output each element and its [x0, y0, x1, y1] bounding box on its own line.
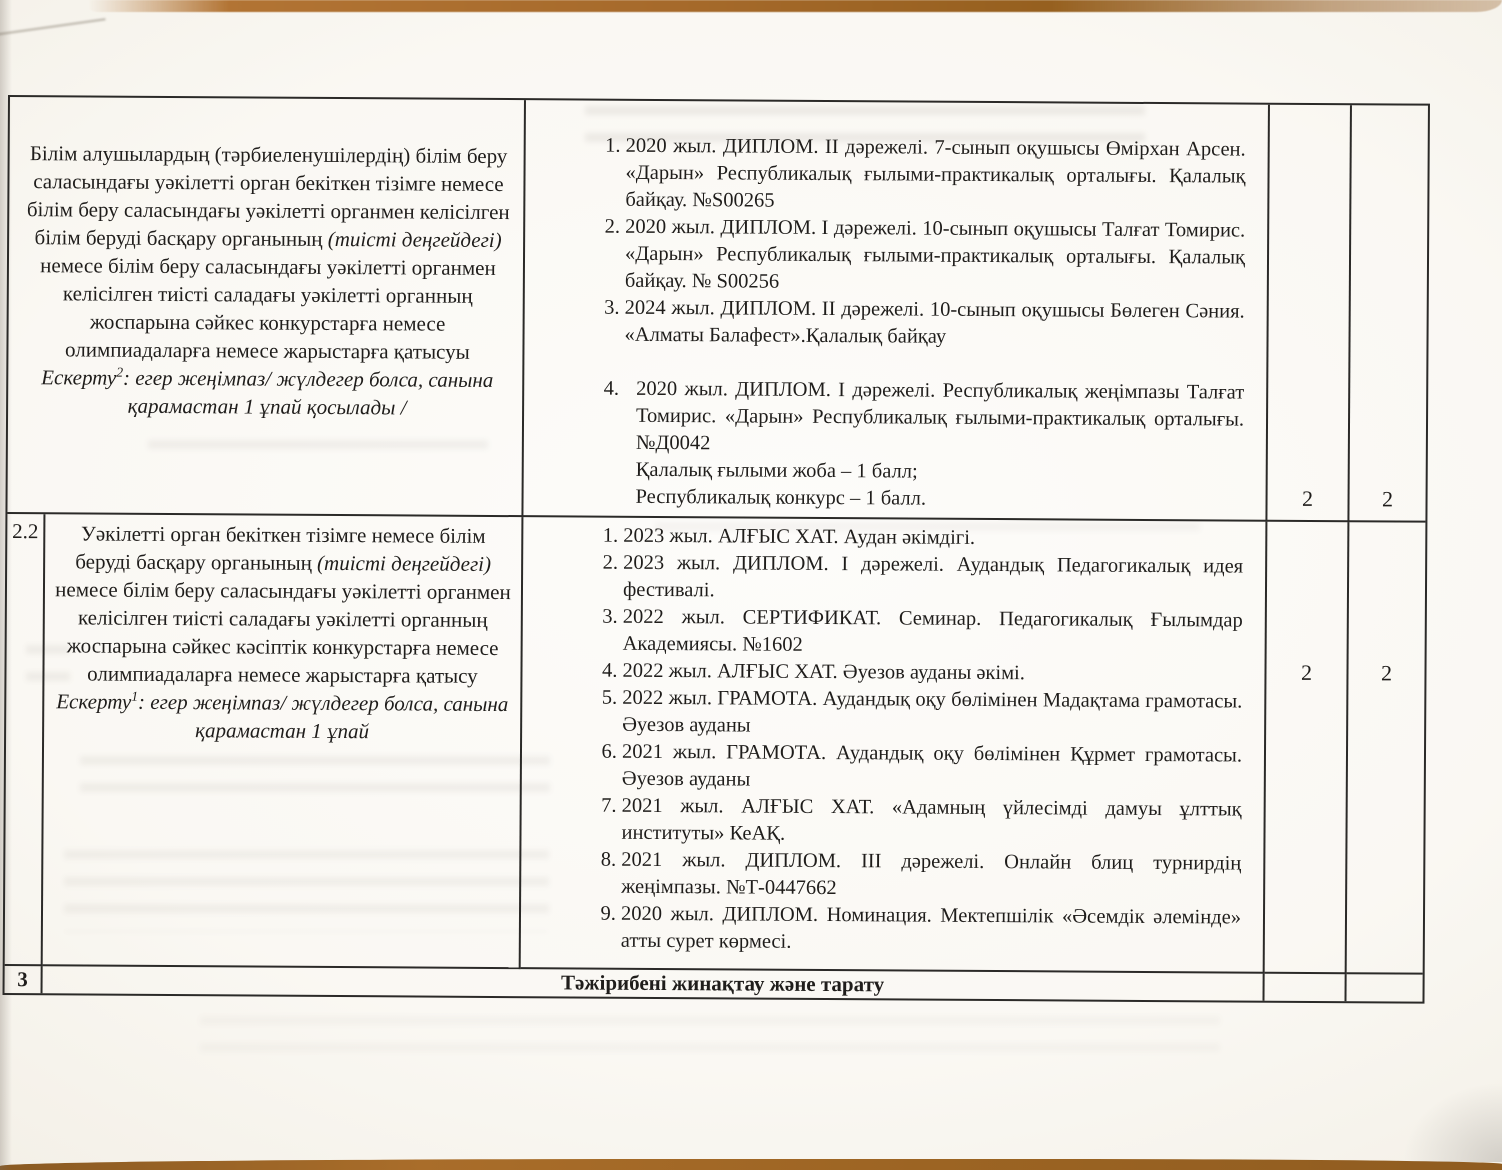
- evidence-item4-body: [635, 376, 1244, 515]
- score-cell-row1-col2: [1349, 105, 1428, 522]
- desk-edge-top: [88, 0, 1502, 12]
- evidence-item: 3. 2024 жыл. ДИПЛОМ. II дәрежелі. 10-сынып оқушысы Бөлеген Сәния. «Алматы Балафест».Қалалық байқау: [624, 295, 1244, 353]
- desk-edge-bottom: [0, 1159, 1502, 1170]
- footnote: Ескерту$^2$: егер жеңімпаз/ жүлдегер болса, санына қарамастан 1 ұпай қосылады /: [41, 364, 494, 420]
- evidence-item: 3. 2022 жыл. СЕРТИФИКАТ. Семинар. Педагогикалық Ғылымдар Академиясы. №1602: [623, 604, 1243, 662]
- evidence-cell-row1: [523, 100, 1270, 522]
- evidence-list-row2: [521, 522, 1244, 958]
- evidence-item: 4. 2022 жыл. АЛҒЫС ХАТ. Әуезов ауданы әкімі.: [622, 658, 1242, 689]
- bleed-through-artifact: [200, 1016, 1220, 1068]
- evidence-item: 5. 2022 жыл. ГРАМОТА. Аудандық оқу бөлімінен Мадақтама грамотасы. Әуезов ауданы: [622, 685, 1242, 743]
- evidence-paragraph: 4. 2020 жыл. ДИПЛОМ. I дәрежелі. Республикалық жеңімпазы Талғат Томирис. «Дарын» Республикалық ғылыми-практикалық орталығы.№Д0042: [635, 377, 1245, 455]
- score-value: 2: [1381, 486, 1394, 512]
- evidence-cell-row2: [521, 517, 1268, 974]
- criteria-text: немесе білім беру саласындағы уәкілетті органмен келісілген тиісті саладағы уәкілетті органның жоспарына сәйкес кәсіптік конкурстарға немесе олимпиадаларға немесе жарыстарға қатысу: [55, 577, 511, 688]
- evidence-item: 2. 2023 жыл. ДИПЛОМ. I дәрежелі. Аудандық Педагогикалық идея фестивалі.: [623, 550, 1243, 608]
- empty-cell: [1346, 974, 1422, 1001]
- evidence-item: 1. 2020 жыл. ДИПЛОМ. II дәрежелі. 7-сынып оқушысы Өмірхан Арсен. «Дарын» Республикалық ғылыми-практикалық орталығы. Қалалық байқау. №S00265: [625, 133, 1245, 218]
- criteria-cell-row2: [43, 514, 524, 969]
- evidence-item: 1. 2023 жыл. АЛҒЫС ХАТ. Аудан әкімдігі.: [623, 523, 1243, 554]
- evidence-item: 7. 2021 жыл. АЛҒЫС ХАТ. «Адамның үйлесімді дамуы ұлттық институты» КеАҚ.: [621, 793, 1241, 851]
- criteria-table: [3, 95, 1430, 1004]
- score-note-line: Республикалық конкурс – 1 балл.: [635, 485, 927, 510]
- row-number-cell: [5, 514, 46, 966]
- corner-shadow: [1402, 1082, 1502, 1162]
- blank-line: [624, 349, 1244, 380]
- score-note-line: Қалалық ғылыми жоба – 1 балл;: [635, 458, 918, 483]
- score-value: 2: [1300, 659, 1313, 685]
- score-value: 2: [1301, 485, 1314, 511]
- evidence-item: 2. 2020 жыл. ДИПЛОМ. I дәрежелі. 10-сынып оқушысы Талғат Томирис. «Дарын» Республикалық ғылыми-практикалық орталығы. Қалалық байқау. № S00256: [625, 214, 1245, 299]
- section-number-cell: [5, 966, 43, 993]
- score-value: 2: [1380, 660, 1393, 686]
- criteria-cell-row1: [7, 97, 526, 517]
- score-cell-row2-col1: [1265, 522, 1350, 974]
- evidence-item: [623, 349, 1244, 515]
- row-number: 2.2: [12, 519, 39, 544]
- criteria-text: немесе білім беру саласындағы уәкілетті органмен келісілген тиісті саладағы уәкілетті органның жоспарына сәйкес конкурстарға немесе олимпиадаларға немесе жарыстарға қатысуы: [40, 253, 496, 364]
- paper-corner-crease: [0, 18, 106, 36]
- section-title: Тәжірибені жинақтау және тарату: [560, 970, 885, 997]
- criteria-text-italic: (тиісті деңгейдегі): [327, 226, 502, 253]
- score-cell-row2-col2: [1347, 522, 1426, 974]
- evidence-item: 9. 2020 жыл. ДИПЛОМ. Номинация. Мектепшілік «Әсемдік әлемінде» атты сурет көрмесі.: [621, 901, 1241, 959]
- section-number: 3: [17, 967, 28, 992]
- evidence-list-row1: [523, 132, 1245, 514]
- criteria-text: Білім алушылардың (тәрбиеленушілердің) білім беру саласындағы уәкілетті орган бекіткен тізімге немесе білім беру саласындағы уәкілетті органмен келісілген білім беруді басқару органының: [26, 141, 510, 251]
- criteria-text: Уәкілетті орган бекіткен тізімге немесе білім беруді басқару органының: [75, 521, 486, 575]
- empty-cell: [1264, 974, 1346, 1002]
- footnote-superscript: 1: [131, 688, 139, 704]
- evidence-item: 6. 2021 жыл. ГРАМОТА. Аудандық оқу бөлімінен Құрмет грамотасы. Әуезов ауданы: [622, 739, 1242, 797]
- footnote: Ескерту$^1$: егер жеңімпаз/ жүлдегер болса, санына қарамастан 1 ұпай: [56, 688, 509, 744]
- footnote-superscript: 2: [116, 364, 124, 380]
- criteria-text-italic: (тиісті деңгейдегі): [317, 550, 492, 576]
- score-cell-row1-col1: [1267, 105, 1352, 522]
- evidence-item: 8. 2021 жыл. ДИПЛОМ. III дәрежелі. Онлайн блиц турнирдің жеңімпазы. №Т-0447662: [621, 847, 1241, 905]
